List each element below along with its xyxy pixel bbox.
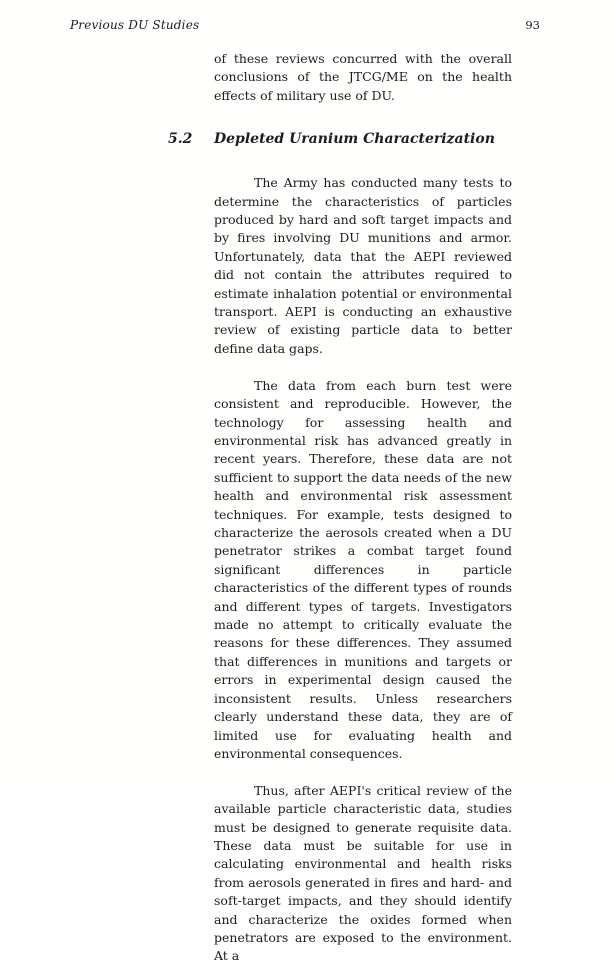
section-heading <box>168 130 512 148</box>
body-paragraph-2: The data from each burn test were consistent and reproducible. However, the technology for assessing health and environmental risk has advanced greatly in recent years. Therefore, these data are not sufficient to support the data needs of the new health and environmental risk assessment techniques. For example, tests designed to characterize the aerosols created when a DU penetrator strikes a combat target found significant differences in particle characteristics of the different types of rounds and different types of targets. Investigators made no attempt to critically evaluate the reasons for these differences. They assumed that differences in munitions and targets or errors in experimental design caused the inconsistent results. Unless researchers clearly understand these data, they are of limited use for evaluating health and environmental consequences. <box>214 377 512 761</box>
page-content <box>168 50 512 966</box>
section-number: 5.2 <box>168 131 193 148</box>
continuation-paragraph: of these reviews concurred with the overall conclusions of the JTCG/ME on the health effects of military use of DU. <box>214 51 512 103</box>
page-number: 93 <box>525 18 540 32</box>
body-paragraph-1: The Army has conducted many tests to determine the characteristics of particles produced by hard and soft target impacts and by fires involving DU munitions and armor. Unfortunately, data that the AEPI reviewed did not contain the attributes required to estimate inhalation potential or environmental transport. AEPI is conducting an exhaustive review of existing particle data to better define data gaps. <box>214 175 512 356</box>
running-header <box>70 18 540 32</box>
section-title: Depleted Uranium Characterization <box>214 131 495 148</box>
body-paragraph-3: Thus, after AEPI's critical review of the available particle characteristic data, studies must be designed to generate requisite data. These data must be suitable for use in calculating environmental and health risks from aerosols generated in fires and hard- and soft-target impacts, and they should identify and characterize the oxides formed when penetrators are exposed to the environment. At a <box>214 782 512 964</box>
running-header-title: Previous DU Studies <box>70 18 200 32</box>
